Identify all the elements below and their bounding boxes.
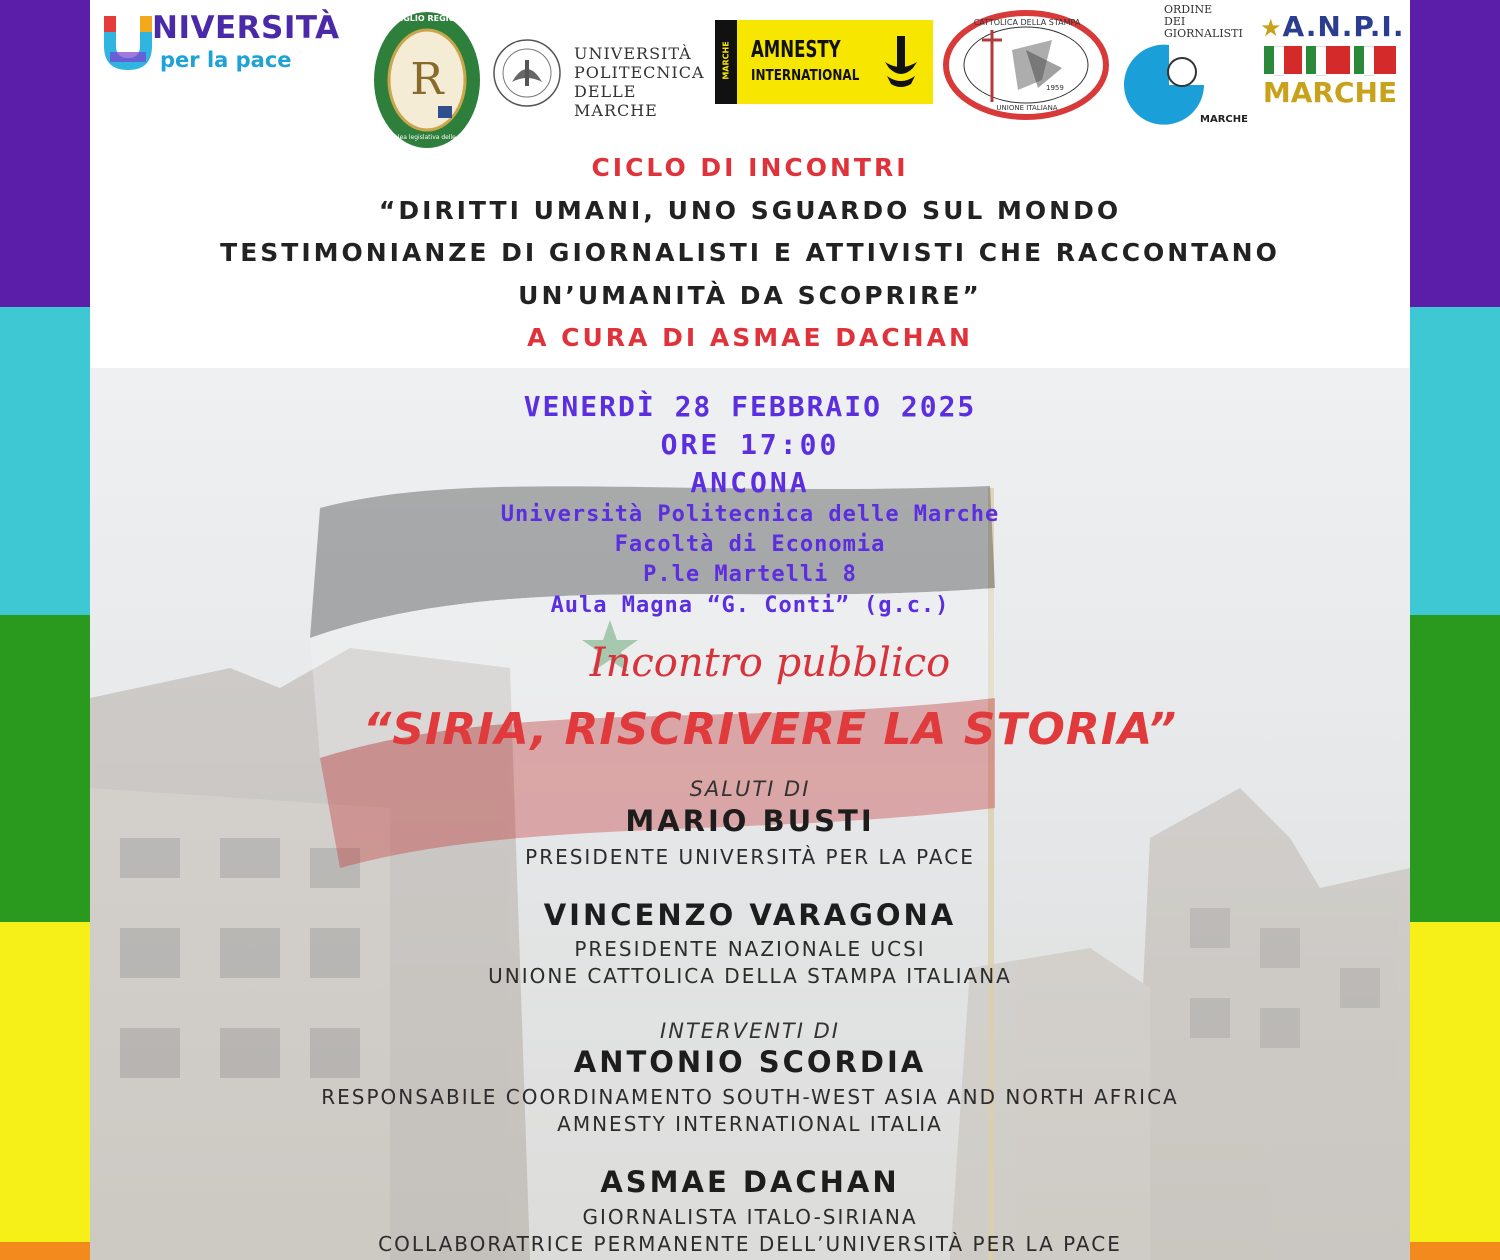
speaker-4-role-2: COLLABORATRICE PERMANENTE DELL’UNIVERSITÀ PER LA PACE bbox=[378, 1232, 1122, 1256]
speaker-1-name: MARIO BUSTI bbox=[625, 804, 875, 838]
amnesty-line-1: AMNESTY bbox=[751, 37, 841, 63]
logo-anpi bbox=[1260, 10, 1405, 110]
ucsi-top-text: CATTOLICA DELLA STAMPA bbox=[973, 18, 1081, 27]
svg-text:R: R bbox=[410, 54, 444, 105]
politecnica-line-2: POLITECNICA bbox=[574, 63, 705, 82]
event-title: “SIRIA, RISCRIVERE LA STORIA” bbox=[362, 704, 1178, 755]
logo-amnesty bbox=[715, 20, 933, 104]
logo-politecnica-seal bbox=[492, 38, 562, 108]
ucsi-year: 1959 bbox=[1046, 84, 1064, 92]
upace-subtitle: per la pace bbox=[160, 48, 292, 72]
upace-title: NIVERSITÀ bbox=[152, 10, 340, 46]
venue-address: P.le Martelli 8 bbox=[643, 562, 857, 587]
odg-line-2: DEI bbox=[1164, 15, 1186, 28]
speaker-3-name: ANTONIO SCORDIA bbox=[573, 1045, 927, 1079]
odg-region: MARCHE bbox=[1200, 114, 1248, 125]
partner-logos bbox=[90, 0, 1410, 150]
politecnica-seal-icon bbox=[492, 38, 562, 108]
speaker-3-role-1: RESPONSABILE COORDINAMENTO SOUTH-WEST ASIA AND NORTH AFRICA bbox=[321, 1085, 1179, 1109]
logo-consiglio-regionale bbox=[372, 10, 482, 150]
consiglio-ring-text: CONSIGLIO REGIONALE bbox=[375, 14, 479, 23]
logo-politecnica-text bbox=[574, 44, 705, 120]
consiglio-emblem-icon bbox=[372, 10, 482, 150]
speaker-3-role-2: AMNESTY INTERNATIONAL ITALIA bbox=[557, 1112, 943, 1136]
greetings-label: SALUTI DI bbox=[689, 777, 811, 801]
anpi-region: MARCHE bbox=[1262, 76, 1398, 109]
speaker-4-role-1: GIORNALISTA ITALO-SIRIANA bbox=[582, 1205, 918, 1229]
amnesty-side-text: MARCHE bbox=[721, 41, 731, 80]
event-date: VENERDÌ 28 FEBBRAIO 2025 bbox=[523, 390, 977, 423]
consiglio-sub-text: Assemblea legislativa delle Marche bbox=[374, 134, 480, 141]
odg-text bbox=[1164, 4, 1243, 40]
venue-room: Aula Magna “G. Conti” (g.c.) bbox=[550, 593, 950, 618]
logo-universita-per-la-pace bbox=[100, 8, 370, 78]
amnesty-line-2: INTERNATIONAL bbox=[751, 66, 860, 84]
odg-line-3: GIORNALISTI bbox=[1164, 27, 1243, 40]
politecnica-line-3: DELLE MARCHE bbox=[574, 82, 658, 120]
anpi-title bbox=[1260, 10, 1405, 43]
speaker-1-role: PRESIDENTE UNIVERSITÀ PER LA PACE bbox=[525, 845, 975, 869]
meeting-type: Incontro pubblico bbox=[589, 640, 951, 686]
speaker-4-name: ASMAE DACHAN bbox=[600, 1165, 900, 1199]
curator-line: A CURA DI ASMAE DACHAN bbox=[527, 323, 973, 352]
event-time: ORE 17:00 bbox=[660, 428, 840, 461]
series-title-line-2: TESTIMONIANZE DI GIORNALISTI E ATTIVISTI CHE RACCONTANO bbox=[220, 238, 1280, 267]
logo-ordine-giornalisti bbox=[1120, 4, 1260, 129]
event-city: ANCONA bbox=[690, 466, 810, 499]
venue-line-2: Facoltà di Economia bbox=[614, 532, 886, 557]
series-title-line-1: “DIRITTI UMANI, UNO SGUARDO SUL MONDO bbox=[378, 196, 1122, 225]
cycle-label: CICLO DI INCONTRI bbox=[591, 153, 909, 182]
italian-flags bbox=[1260, 46, 1400, 76]
event-poster bbox=[90, 0, 1410, 1260]
speaker-2-role-1: PRESIDENTE NAZIONALE UCSI bbox=[574, 937, 926, 961]
politecnica-line-1: UNIVERSITÀ bbox=[574, 44, 692, 63]
dove-rainbow-icon bbox=[100, 12, 156, 72]
speaker-2-role-2: UNIONE CATTOLICA DELLA STAMPA ITALIANA bbox=[488, 964, 1012, 988]
ucsi-bottom-text: UNIONE ITALIANA bbox=[996, 104, 1058, 112]
anpi-title-text: A.N.P.I. bbox=[1282, 10, 1405, 43]
talks-label: INTERVENTI DI bbox=[660, 1019, 840, 1043]
anpi-star-icon: ★ bbox=[1260, 14, 1283, 42]
logo-ucsi bbox=[942, 10, 1110, 120]
venue-line-1: Università Politecnica delle Marche bbox=[500, 502, 1000, 527]
candle-icon bbox=[883, 32, 919, 92]
odg-line-1: ORDINE bbox=[1164, 3, 1213, 16]
series-title-line-3: UN’UMANITÀ DA SCOPRIRE” bbox=[518, 281, 982, 310]
speaker-2-name: VINCENZO VARAGONA bbox=[543, 898, 957, 932]
